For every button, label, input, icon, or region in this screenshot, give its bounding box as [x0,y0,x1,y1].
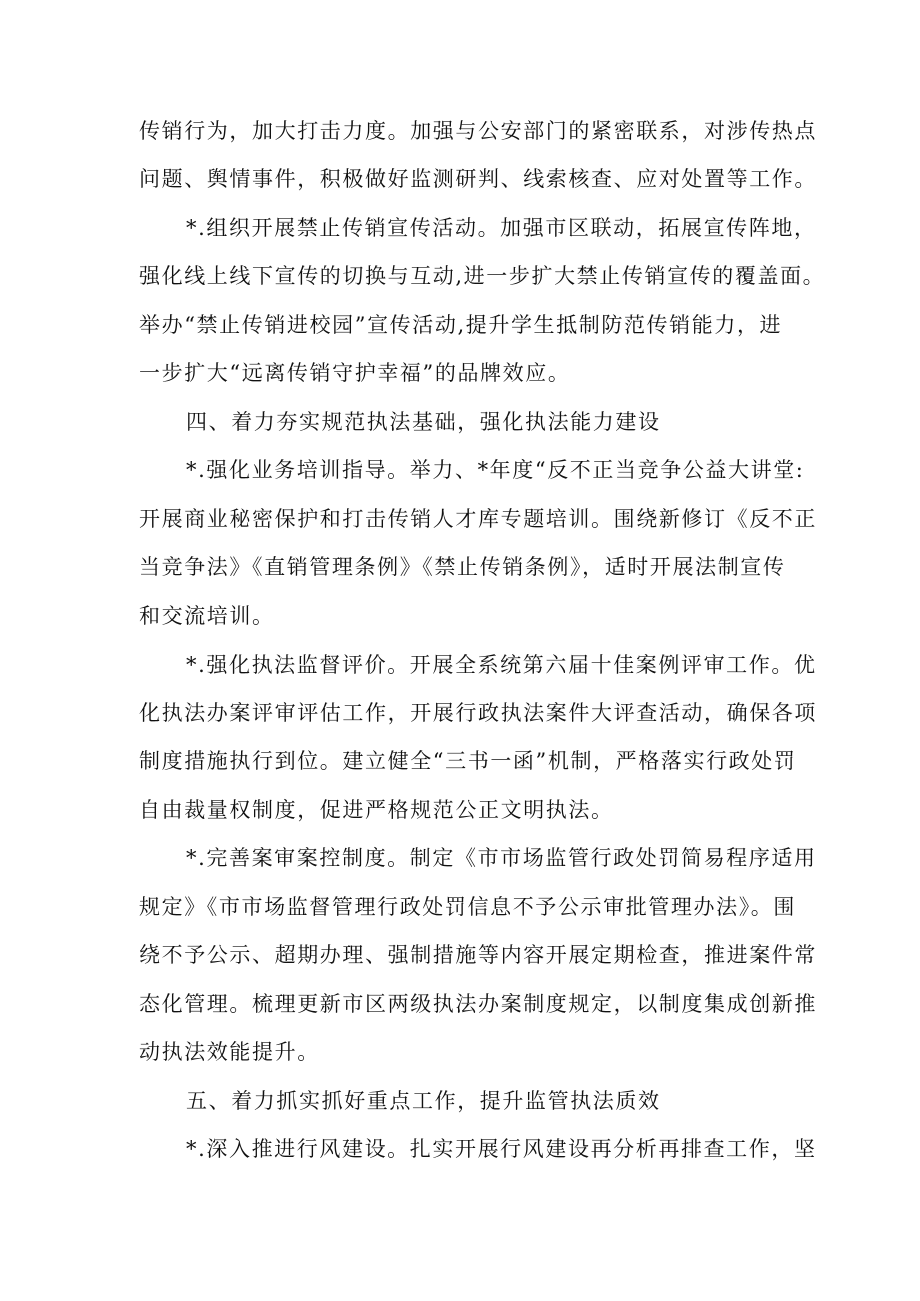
paragraph-line: 传销行为，加大打击力度。加强与公安部门的紧密联系，对涉传热点 [139,119,817,143]
paragraph-line: 一步扩大“远离传销守护幸福”的品牌效应。 [139,361,571,385]
paragraph-line: 规定》《市市场监督管理行政处罚信息不予公示审批管理办法》。围 [139,895,796,919]
paragraph-line: 态化管理。梳理更新市区两级执法办案制度规定，以制度集成创新推 [139,992,817,1016]
paragraph-line: *.深入推进行风建设。扎实开展行风建设再分析再排查工作，坚 [186,1137,817,1161]
paragraph-line: 和交流培训。 [139,604,275,628]
paragraph-line: 制度措施执行到位。建立健全“三书一函”机制，严格落实行政处罚 [139,749,797,773]
paragraph-line: *.组织开展禁止传销宣传活动。加强市区联动，拓展宣传阵地， [186,216,817,240]
section-heading: 五、着力抓实抓好重点工作，提升监管执法质效 [186,1089,661,1113]
section-heading: 四、着力夯实规范执法基础，强化执法能力建设 [186,410,661,434]
paragraph-line: 开展商业秘密保护和打击传销人才库专题培训。围绕新修订《反不正 [139,507,817,531]
paragraph-line: *.完善案审案控制度。制定《市市场监管行政处罚简易程序适用 [186,846,817,870]
paragraph-line: 强化线上线下宣传的切换与互动,进一步扩大禁止传销宣传的覆盖面。 [139,264,826,288]
paragraph-line: 举办“禁止传销进校园”宣传活动,提升学生抵制防范传销能力，进 [139,313,783,337]
paragraph-line: 动执法效能提升。 [139,1040,320,1064]
paragraph-line: *.强化业务培训指导。举力、*年度“反不正当竞争公益大讲堂: [186,458,805,482]
paragraph-line: 化执法办案评审评估工作，开展行政执法案件大评查活动，确保各项 [139,701,817,725]
paragraph-line: 自由裁量权制度，促进严格规范公正文明执法。 [139,798,614,822]
paragraph-line: 绕不予公示、超期办理、强制措施等内容开展定期检查，推进案件常 [139,943,817,967]
paragraph-line: *.强化执法监督评价。开展全系统第六届十佳案例评审工作。优 [186,653,817,677]
paragraph-line: 问题、舆情事件，积极做好监测研判、线索核查、应对处置等工作。 [139,167,817,191]
paragraph-line: 当竞争法》《直销管理条例》《禁止传销条例》，适时开展法制宣传 [139,555,786,579]
